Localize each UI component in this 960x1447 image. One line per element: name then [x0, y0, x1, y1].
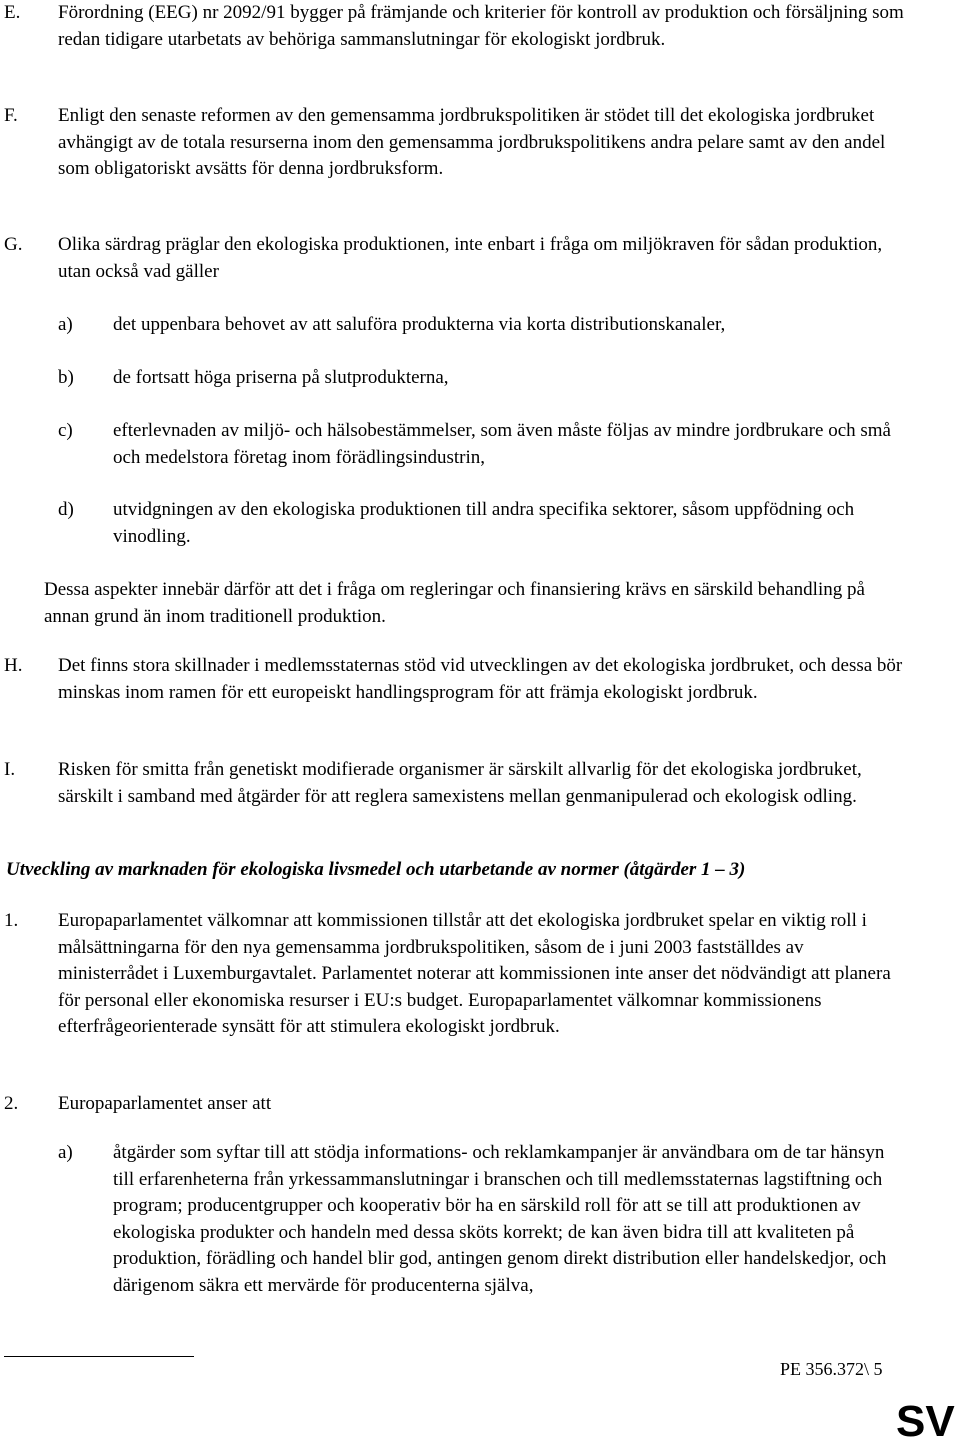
page-reference: PE 356.372\ 5: [780, 1359, 883, 1379]
recital-label: G.: [4, 234, 23, 255]
recital-text: Förordning (EEG) nr 2092/91 bygger på främjande och kriterier för kontroll av produktion och försäljning som redan tidigare utarbetats av behöriga sammanslutningar för ekologiskt jordbruk.: [58, 2, 904, 50]
point-text: Europaparlamentet anser att: [58, 1093, 272, 1114]
recital-text: Det finns stora skillnader i medlemsstaternas stöd vid utvecklingen av det ekologiska jordbruket, och dessa bör minskas inom ramen för ett europeiskt handlingsprogram för att främja ekologiskt jordbruk.: [58, 655, 903, 703]
g-subitem-a: [58, 312, 904, 339]
point-label: 1.: [4, 910, 19, 931]
subitem-label: a): [58, 1142, 73, 1163]
point2-subitem-a: [58, 1140, 904, 1299]
subitem-label: b): [58, 367, 74, 388]
subitem-label: c): [58, 420, 73, 441]
subitem-text: åtgärder som syftar till att stödja informations- och reklamkampanjer är användbara om de tar hänsyn till erfarenheterna från yrkessammanslutningar i branschen och till medlemsstaternas lagstiftning och program; producentgrupper och kooperativ bör ha en särskild roll för att se till att produktionen av ekologiska produkter och handeln med dessa sköts korrekt; de kan även bidra till att kvaliteten på produktion, förädling och handel blir god, antingen genom direkt distribution eller handelskedjor, och därigenom säkra ett mervärde för producenterna själva,: [113, 1142, 887, 1296]
recital-label: H.: [4, 655, 23, 676]
recital-text: Olika särdrag präglar den ekologiska produktionen, inte enbart i fråga om miljökraven för sådan produktion, utan också vad gäller: [58, 234, 883, 282]
footer-divider: [4, 1356, 194, 1357]
recital-g: [4, 232, 904, 285]
point-2: [4, 1091, 904, 1118]
recital-e: [4, 0, 904, 53]
g-conclusion: Dessa aspekter innebär därför att det i fråga om regleringar och finansiering krävs en särskild behandling på annan grund än inom traditionell produktion.: [44, 579, 865, 627]
subitem-text: de fortsatt höga priserna på slutprodukterna,: [113, 367, 449, 388]
recital-f: [4, 103, 904, 183]
point-1: [4, 908, 904, 1041]
point-text: Europaparlamentet välkomnar att kommissionen tillstår att det ekologiska jordbruket spelar en viktig roll i målsättningarna för den nya gemensamma jordbrukspolitiken, såsom de i juni 2003 fastställdes av ministerrådet i Luxemburgavtalet. Parlamentet noterar att kommissionen inte anser det nödvändigt att planera för personal eller ekonomiska resurser i EU:s budget. Europaparlamentet välkomnar kommissionens efterfrågeorienterade synsätt för att stimulera ekologiskt jordbruk.: [58, 910, 891, 1037]
recital-text: Risken för smitta från genetiskt modifierade organismer är särskilt allvarlig för det ekologiska jordbruket, särskilt i samband med åtgärder för att reglera samexistens mellan genmanipulerad och ekologisk odling.: [58, 759, 862, 807]
recital-h: [4, 653, 904, 706]
g-subitem-d: [58, 497, 904, 550]
subitem-text: det uppenbara behovet av att saluföra produkterna via korta distributionskanaler,: [113, 314, 726, 335]
recital-label: I.: [4, 759, 16, 780]
recital-label: E.: [4, 2, 21, 23]
g-subitem-b: [58, 365, 904, 392]
subitem-text: utvidgningen av den ekologiska produktionen till andra specifika sektorer, såsom uppfödning och vinodling.: [113, 499, 855, 547]
recital-text: Enligt den senaste reformen av den gemensamma jordbrukspolitiken är stödet till det ekologiska jordbruket avhängigt av de totala resurserna inom den gemensamma jordbrukspolitikens andra pelare samt av den andel som obligatoriskt avsätts för denna jordbruksform.: [58, 105, 886, 179]
recital-label: F.: [4, 105, 18, 126]
recital-i: [4, 757, 904, 810]
section-heading: Utveckling av marknaden för ekologiska livsmedel och utarbetande av normer (åtgärder 1 – 3): [6, 859, 746, 880]
language-code: SV: [896, 1397, 955, 1446]
g-subitem-c: [58, 418, 904, 471]
subitem-text: efterlevnaden av miljö- och hälsobestämmelser, som även måste följas av mindre jordbrukare och små och medelstora företag inom förädlingsindustrin,: [113, 420, 891, 468]
subitem-label: d): [58, 499, 74, 520]
subitem-label: a): [58, 314, 73, 335]
point-label: 2.: [4, 1093, 19, 1114]
